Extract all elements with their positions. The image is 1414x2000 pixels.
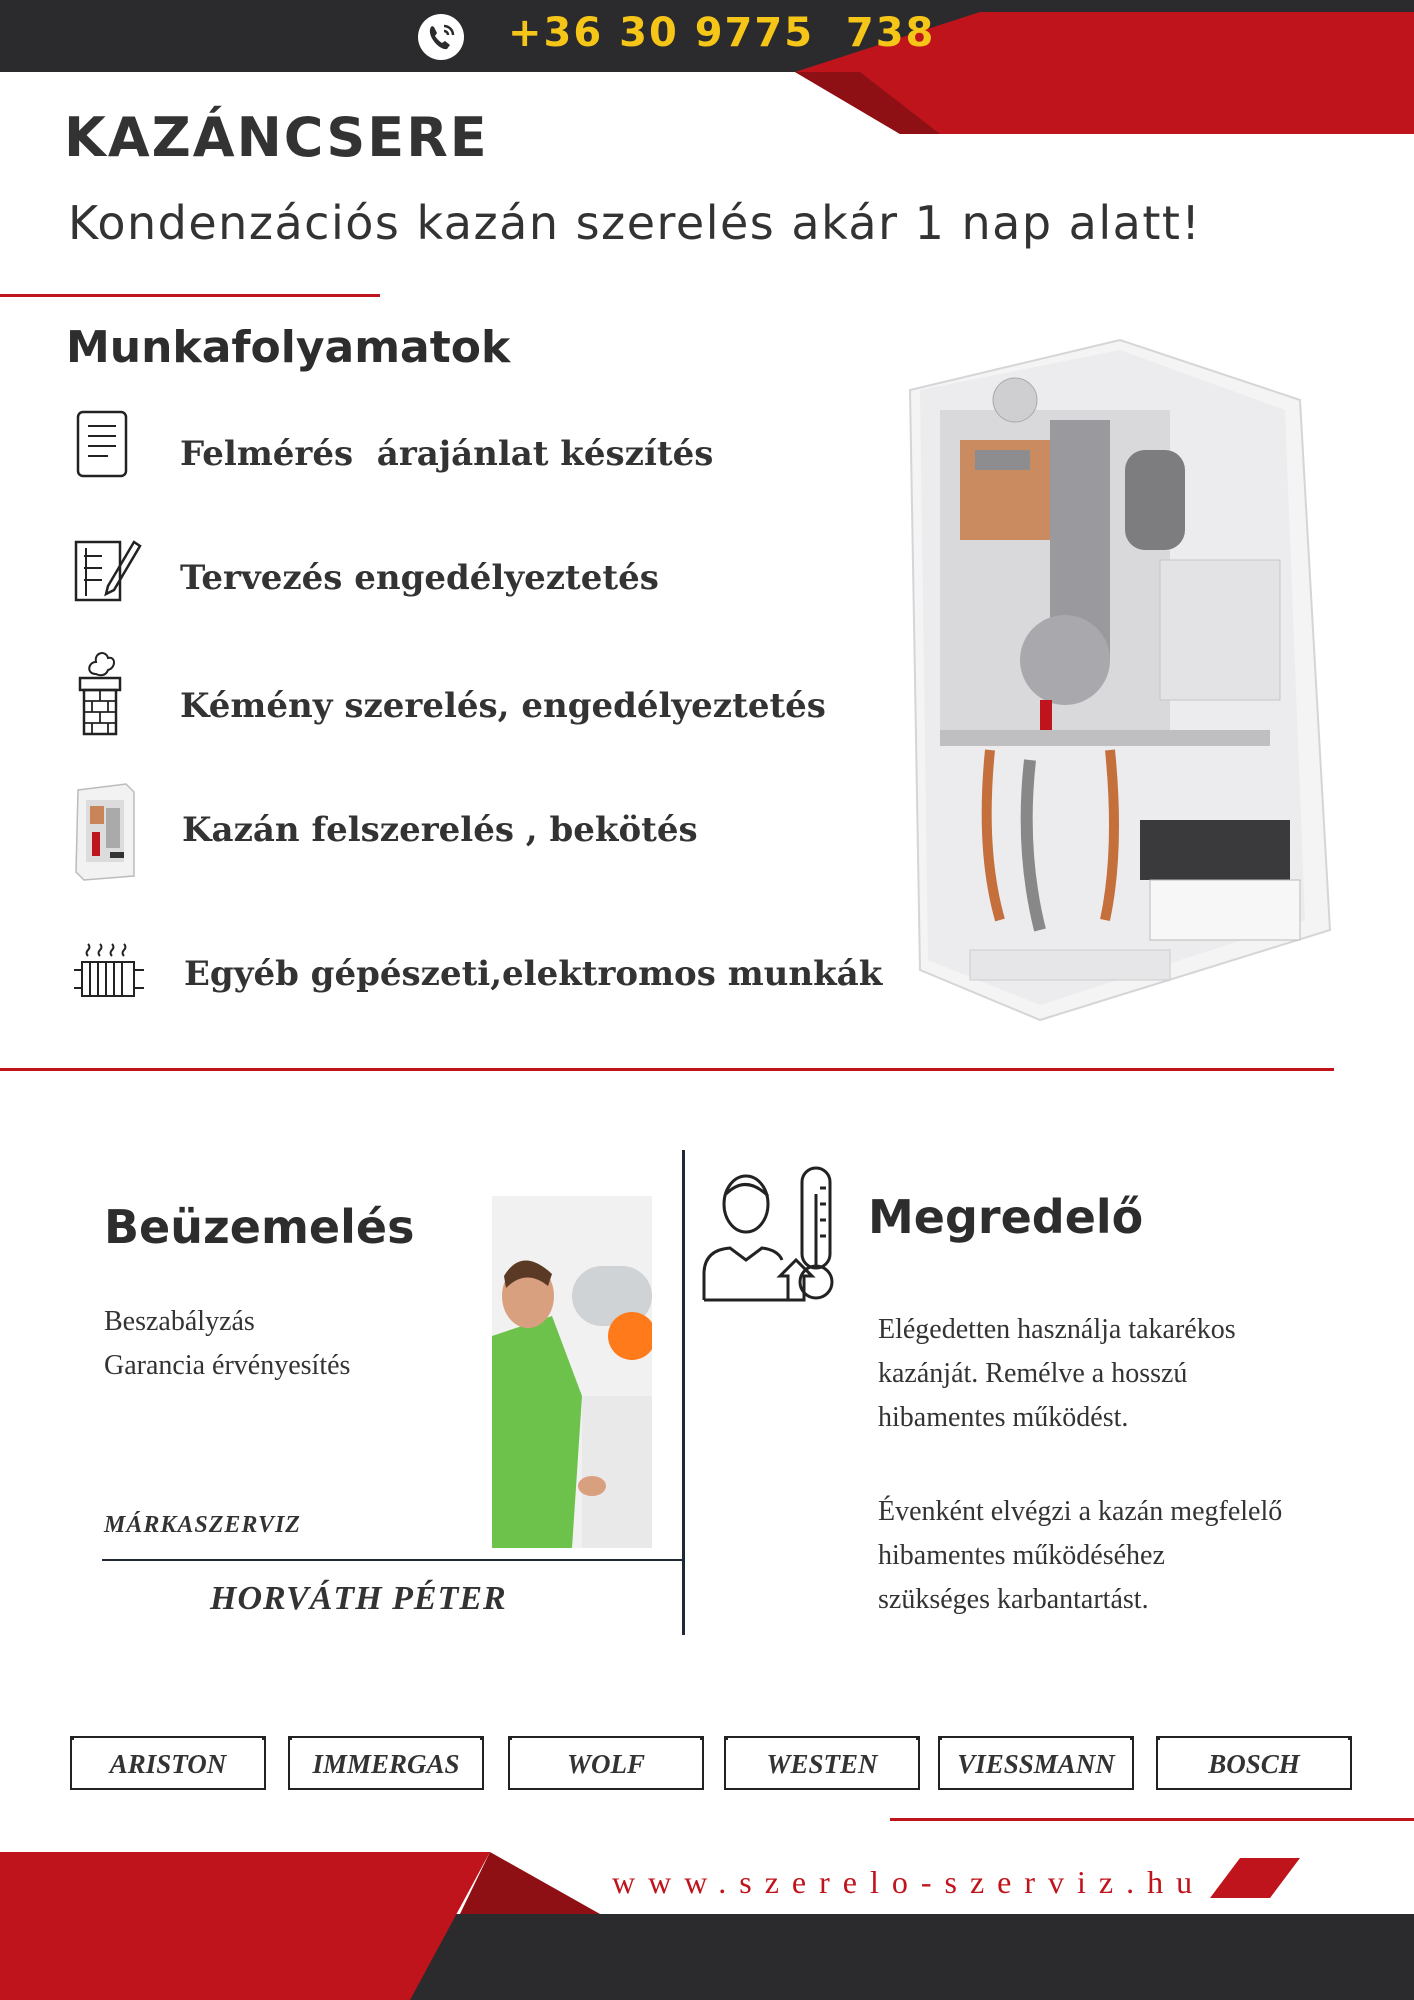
customer-icon bbox=[700, 1164, 838, 1309]
brand-viessmann: VIESSMANN bbox=[938, 1736, 1134, 1790]
customer-paragraph-line: Évenként elvégzi a kazán megfelelő bbox=[878, 1496, 1283, 1527]
plan-pen-icon bbox=[72, 534, 136, 608]
workflow-step-survey: Felmérés árajánlat készítés bbox=[180, 434, 714, 474]
chimney-icon bbox=[72, 634, 136, 738]
workflow-step-chimney: Kémény szerelés, engedélyeztetés bbox=[180, 686, 826, 726]
phone-icon bbox=[418, 14, 464, 60]
commissioning-line: Beszabályzás bbox=[104, 1306, 255, 1337]
customer-paragraph-line: hibamentes működéséhez bbox=[878, 1540, 1165, 1571]
boiler-illustration bbox=[880, 330, 1340, 1030]
brand-immergas: IMMERGAS bbox=[288, 1736, 484, 1790]
service-label: MÁRKASZERVIZ bbox=[104, 1512, 301, 1538]
divider bbox=[102, 1559, 682, 1561]
customer-paragraph-line: kazánját. Remélve a hosszú bbox=[878, 1358, 1188, 1389]
document-icon bbox=[72, 408, 136, 482]
page-title: KAZÁNCSERE bbox=[64, 106, 489, 169]
workflow-step-boiler: Kazán felszerelés , bekötés bbox=[182, 810, 698, 850]
page-subtitle: Kondenzációs kazán szerelés akár 1 nap alatt! bbox=[68, 196, 1202, 250]
radiator-icon bbox=[72, 940, 136, 1004]
workflow-step-other: Egyéb gépészeti,elektromos munkák bbox=[184, 954, 883, 994]
customer-paragraph-line: szükséges karbantartást. bbox=[878, 1584, 1149, 1615]
divider bbox=[0, 1068, 1334, 1071]
vertical-divider bbox=[682, 1150, 685, 1635]
brand-bosch: BOSCH bbox=[1156, 1736, 1352, 1790]
commissioning-heading: Beüzemelés bbox=[104, 1200, 415, 1254]
technician-photo bbox=[492, 1196, 652, 1548]
brand-ariston: ARISTON bbox=[70, 1736, 266, 1790]
technician-name: HORVÁTH PÉTER bbox=[210, 1580, 507, 1617]
brand-westen: WESTEN bbox=[724, 1736, 920, 1790]
divider bbox=[0, 294, 380, 297]
workflow-heading: Munkafolyamatok bbox=[66, 322, 511, 373]
brand-wolf: WOLF bbox=[508, 1736, 704, 1790]
divider bbox=[890, 1818, 1414, 1821]
customer-paragraph-line: hibamentes működést. bbox=[878, 1402, 1129, 1433]
phone-number[interactable]: +36 30 9775 738 bbox=[508, 10, 936, 56]
workflow-step-planning: Tervezés engedélyeztetés bbox=[180, 558, 659, 598]
boiler-icon bbox=[72, 782, 136, 882]
customer-heading: Megredelő bbox=[868, 1190, 1144, 1244]
commissioning-line: Garancia érvényesítés bbox=[104, 1350, 351, 1381]
customer-paragraph-line: Elégedetten használja takarékos bbox=[878, 1314, 1236, 1345]
website-link[interactable]: www.szerelo-szerviz.hu bbox=[612, 1864, 1206, 1900]
